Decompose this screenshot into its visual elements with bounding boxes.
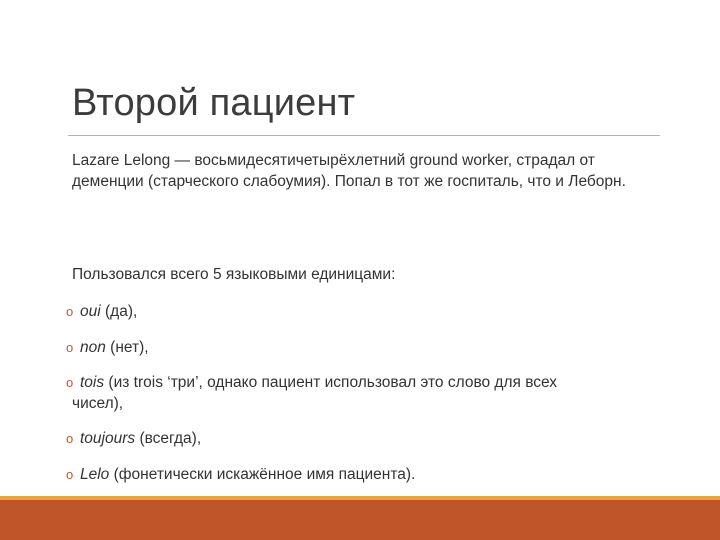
bullet-marker-icon: o xyxy=(66,340,74,355)
list-item xyxy=(66,464,666,485)
bullet-marker-icon: o xyxy=(66,467,74,482)
footer-accent-stripe xyxy=(0,496,720,500)
lead-sentence: Пользовался всего 5 языковыми единицами: xyxy=(72,266,396,283)
list-item xyxy=(66,372,666,414)
list-item-term: tois xyxy=(80,374,105,391)
list-item-continuation: чисел), xyxy=(72,395,124,412)
list-item-text: (из trois ‘три’, однако пациент использовал это слово для всех xyxy=(104,374,558,391)
list-item xyxy=(66,428,666,449)
list-item-text: (фонетически искажённое имя пациента). xyxy=(109,466,416,483)
slide-title: Второй пациент xyxy=(72,82,356,124)
bullet-marker-icon: o xyxy=(66,431,74,446)
list-item-text: (всегда), xyxy=(135,430,202,447)
footer-band xyxy=(0,496,720,540)
intro-paragraph: Lazare Lelong — восьмидесятичетырёхлетний ground worker, страдал от деменции (старческого слабоумия). Попал в тот же госпиталь, что и Леборн. xyxy=(72,152,626,190)
list-item xyxy=(66,301,666,322)
list-item-term: Lelo xyxy=(80,466,110,483)
list-item xyxy=(66,337,666,358)
bullet-marker-icon: o xyxy=(66,375,74,390)
list-item-text: (нет), xyxy=(105,339,149,356)
list-item-term: non xyxy=(80,339,106,356)
title-divider xyxy=(68,135,660,136)
list-item-term: toujours xyxy=(80,430,136,447)
bullet-marker-icon: o xyxy=(66,304,74,319)
list-item-text: (да), xyxy=(100,303,138,320)
list-item-term: oui xyxy=(80,303,101,320)
